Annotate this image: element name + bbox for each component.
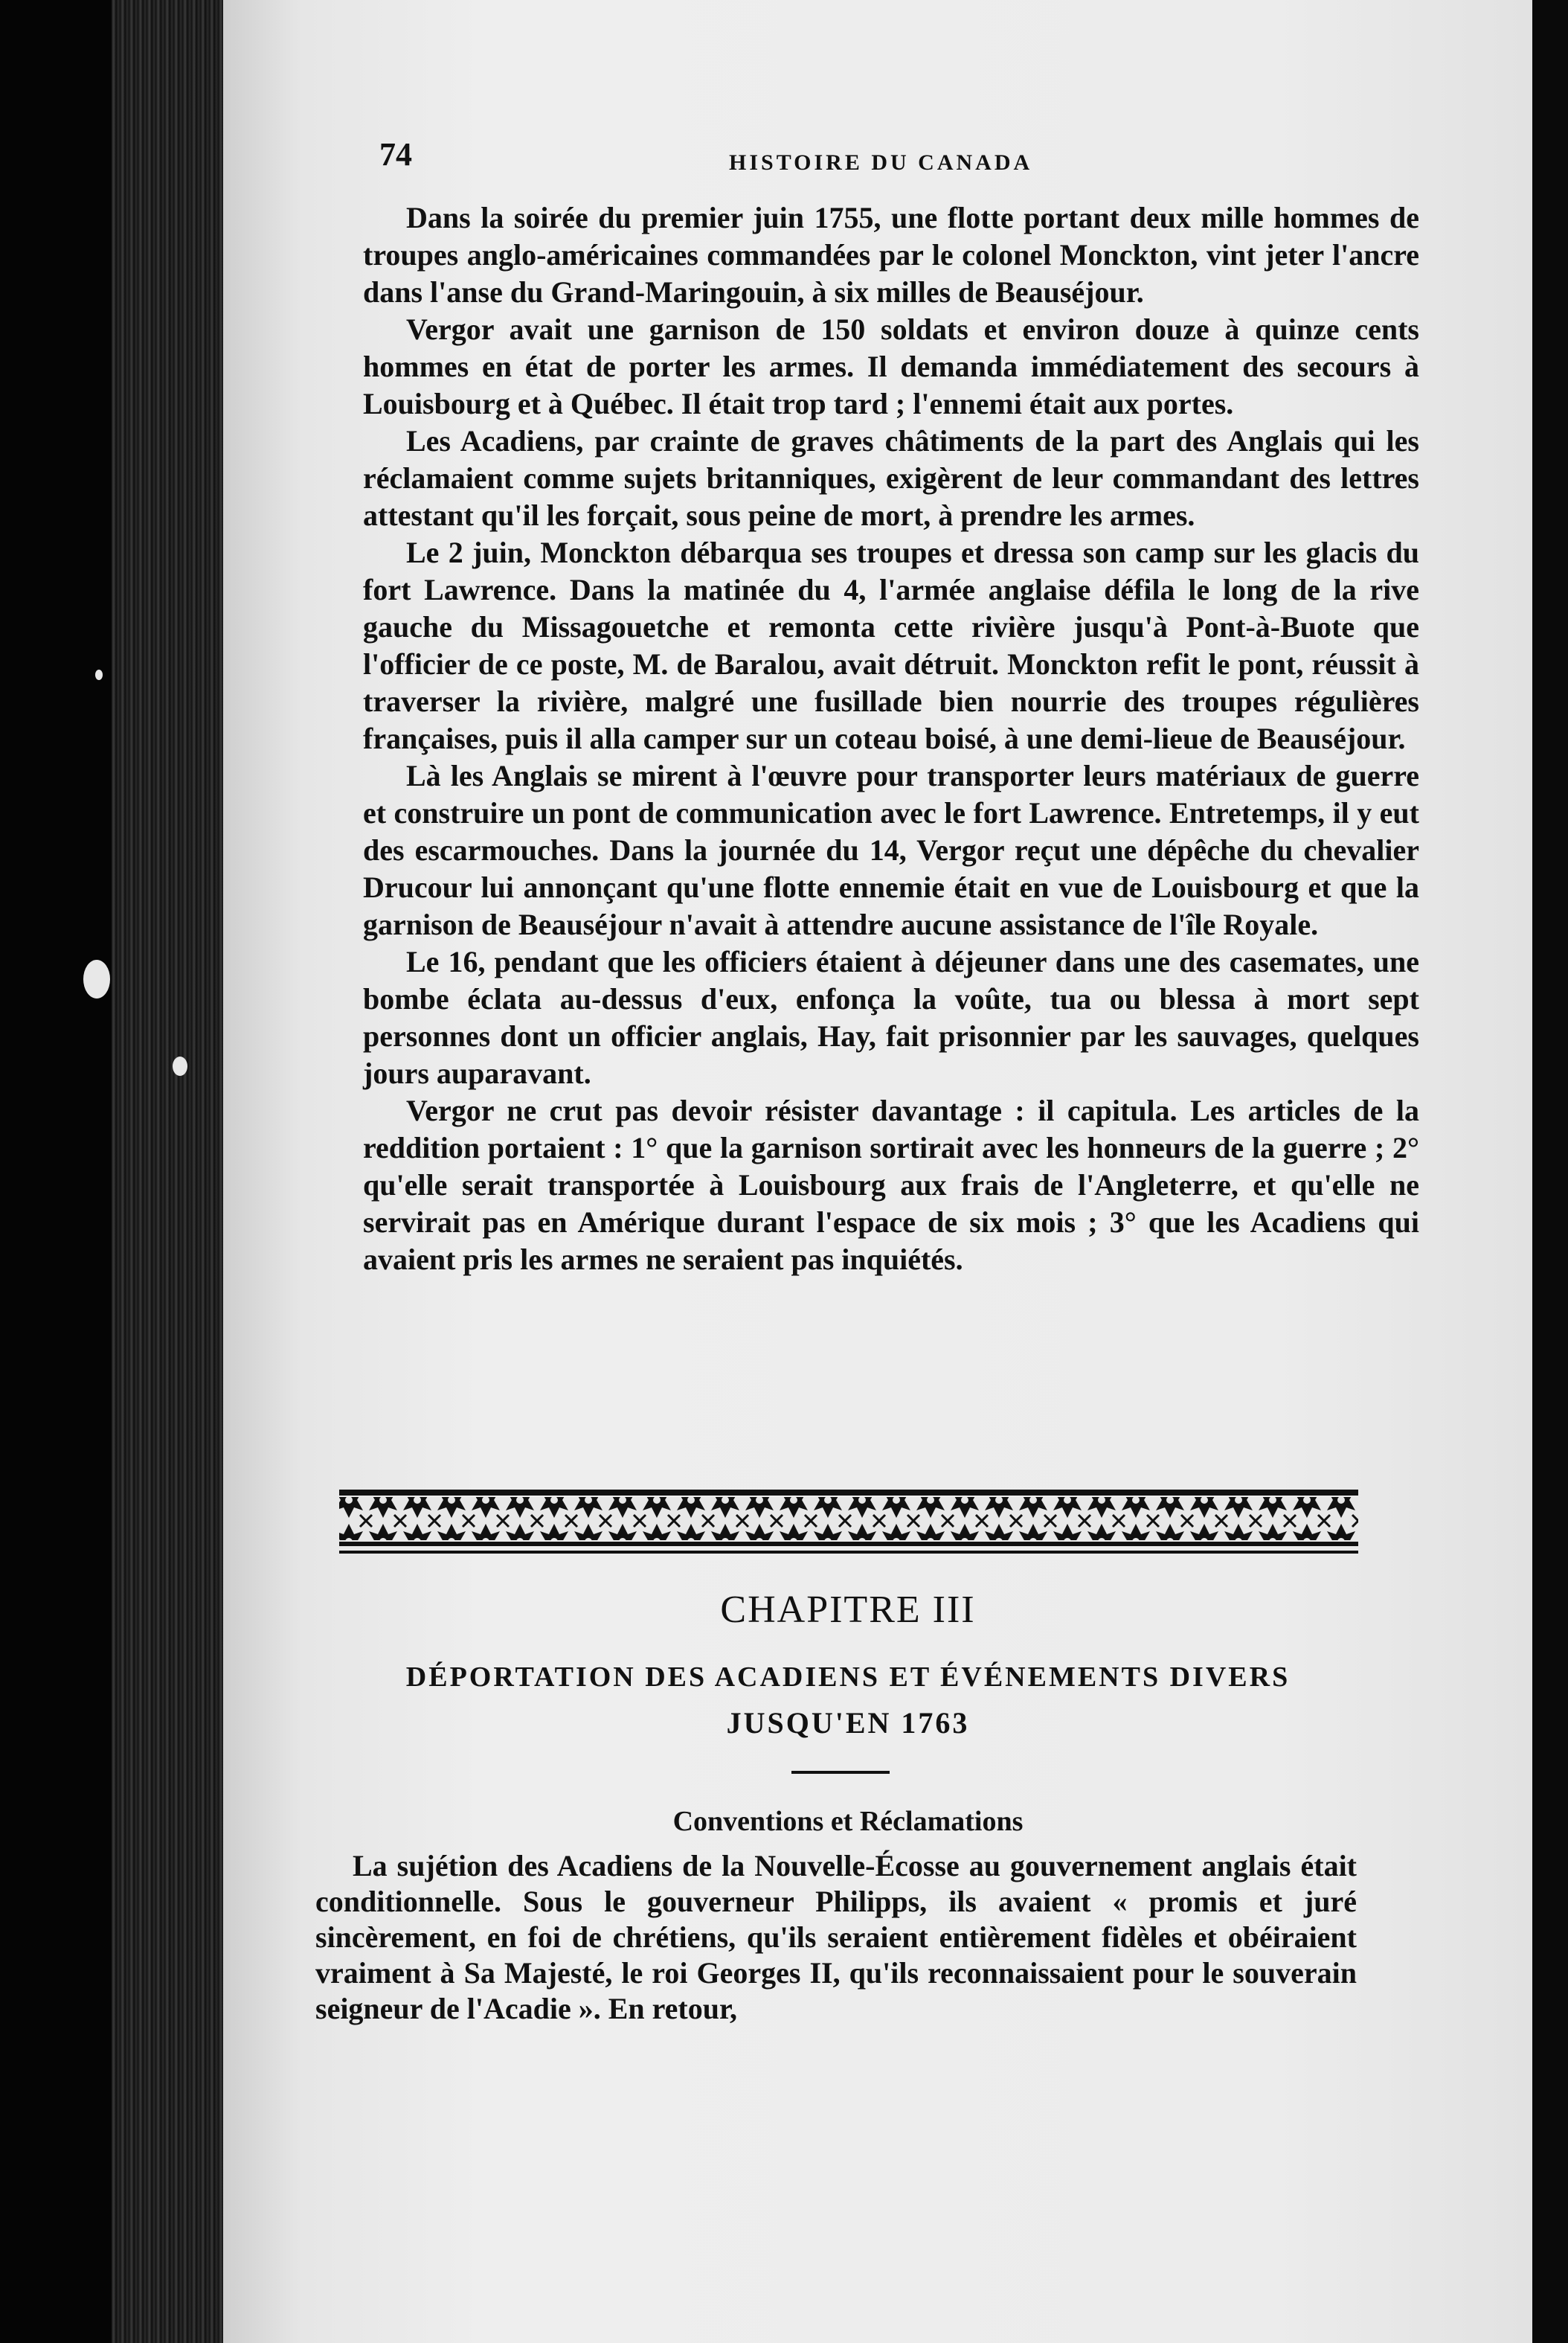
body-text [363,199,1419,1278]
decorative-ornament-band [332,1479,1366,1564]
page-number: 74 [379,136,412,173]
paragraph: Là les Anglais se mirent à l'œuvre pour transporter leurs matériaux de guerre et construire un pont de communication avec le fort Lawrence. Entretemps, il y eut des escarmouches. Dans la journée du 14, Vergor reçut une dépêche du chevalier Drucour lui annonçant qu'une flotte ennemie était en vue de Louisbourg et que la garnison de Beauséjour n'avait à attendre aucune assistance de l'île Royale. [363,759,1419,941]
paragraph: Le 16, pendant que les officiers étaient à déjeuner dans une des casemates, une bombe éclata au-dessus d'eux, enfonça la voûte, tua ou blessa à mort sept personnes dont un officier anglais, Hay, fait prisonnier par les sauvages, quelques jours auparavant. [363,945,1419,1090]
paragraph: Dans la soirée du premier juin 1755, une flotte portant deux mille hommes de troupes anglo-américaines commandées par le colonel Monckton, vint jeter l'ancre dans l'anse du Grand-Maringouin, à six milles de Beauséjour. [363,201,1419,309]
section-heading: Conventions et Réclamations [672,1806,1024,1837]
paragraph: Vergor avait une garnison de 150 soldats et environ douze à quinze cents hommes en état de porter les armes. Il demanda immédiatement des secours à Louisbourg et à Québec. Il était trop tard ; l'ennemi était aux portes. [363,312,1419,420]
chapter-subtitle-line1: DÉPORTATION DES ACADIENS ET ÉVÉNEMENTS DIVERS [405,1661,1291,1693]
dust-speck [95,670,103,680]
paragraph: La sujétion des Acadiens de la Nouvelle-Écosse au gouvernement anglais était conditionnelle. Sous le gouverneur Philipps, ils avaient « promis et juré sincèrement, en foi de chrétiens, qu'ils seraient entièrement fidèles et obéiraient vraiment à Sa Majesté, le roi Georges II, qu'ils reconnaissaient pour le souverain seigneur de l'Acadie ». En retour, [315,1849,1357,2025]
page-header [379,135,1421,180]
running-head: HISTOIRE DU CANADA [729,150,1033,175]
section-body-text [315,1848,1357,2027]
right-shadow-edge [1532,0,1568,2343]
dust-speck [83,960,110,999]
paragraph: Les Acadiens, par crainte de graves châtiments de la part des Anglais qui les réclamaient comme sujets britanniques, exigèrent de leur commandant des lettres attestant qu'il les forçait, sous peine de mort, à prendre les armes. [363,424,1419,532]
chapter-subtitle-line2: JUSQU'EN 1763 [726,1706,970,1740]
short-rule-divider [791,1771,890,1774]
paragraph: Le 2 juin, Monckton débarqua ses troupes et dressa son camp sur les glacis du fort Lawrence. Dans la matinée du 4, l'armée anglaise défila le long de la rive gauche du Missagouetche et remonta cette rivière jusqu'à Pont-à-Buote que l'officier de ce poste, M. de Baralou, avait détruit. Monckton refit le pont, réussit à traverser la rivière, malgré une fusillade bien nourrie des troupes régulières françaises, puis il alla camper sur un coteau boisé, à une demi-lieue de Beauséjour. [363,536,1419,755]
chapter-title: CHAPITRE III [720,1589,976,1631]
dust-speck [173,1057,187,1076]
ornament-band-svg [332,1479,1366,1564]
paragraph: Vergor ne crut pas devoir résister davantage : il capitula. Les articles de la reddition portaient : 1° que la garnison sortirait avec les honneurs de la guerre ; 2° qu'elle serait transportée à Louisbourg aux frais de l'Angleterre, et qu'elle ne servirait pas en Amérique durant l'espace de six mois ; 3° que les Acadiens qui avaient pris les armes ne seraient pas inquiétés. [363,1094,1419,1276]
